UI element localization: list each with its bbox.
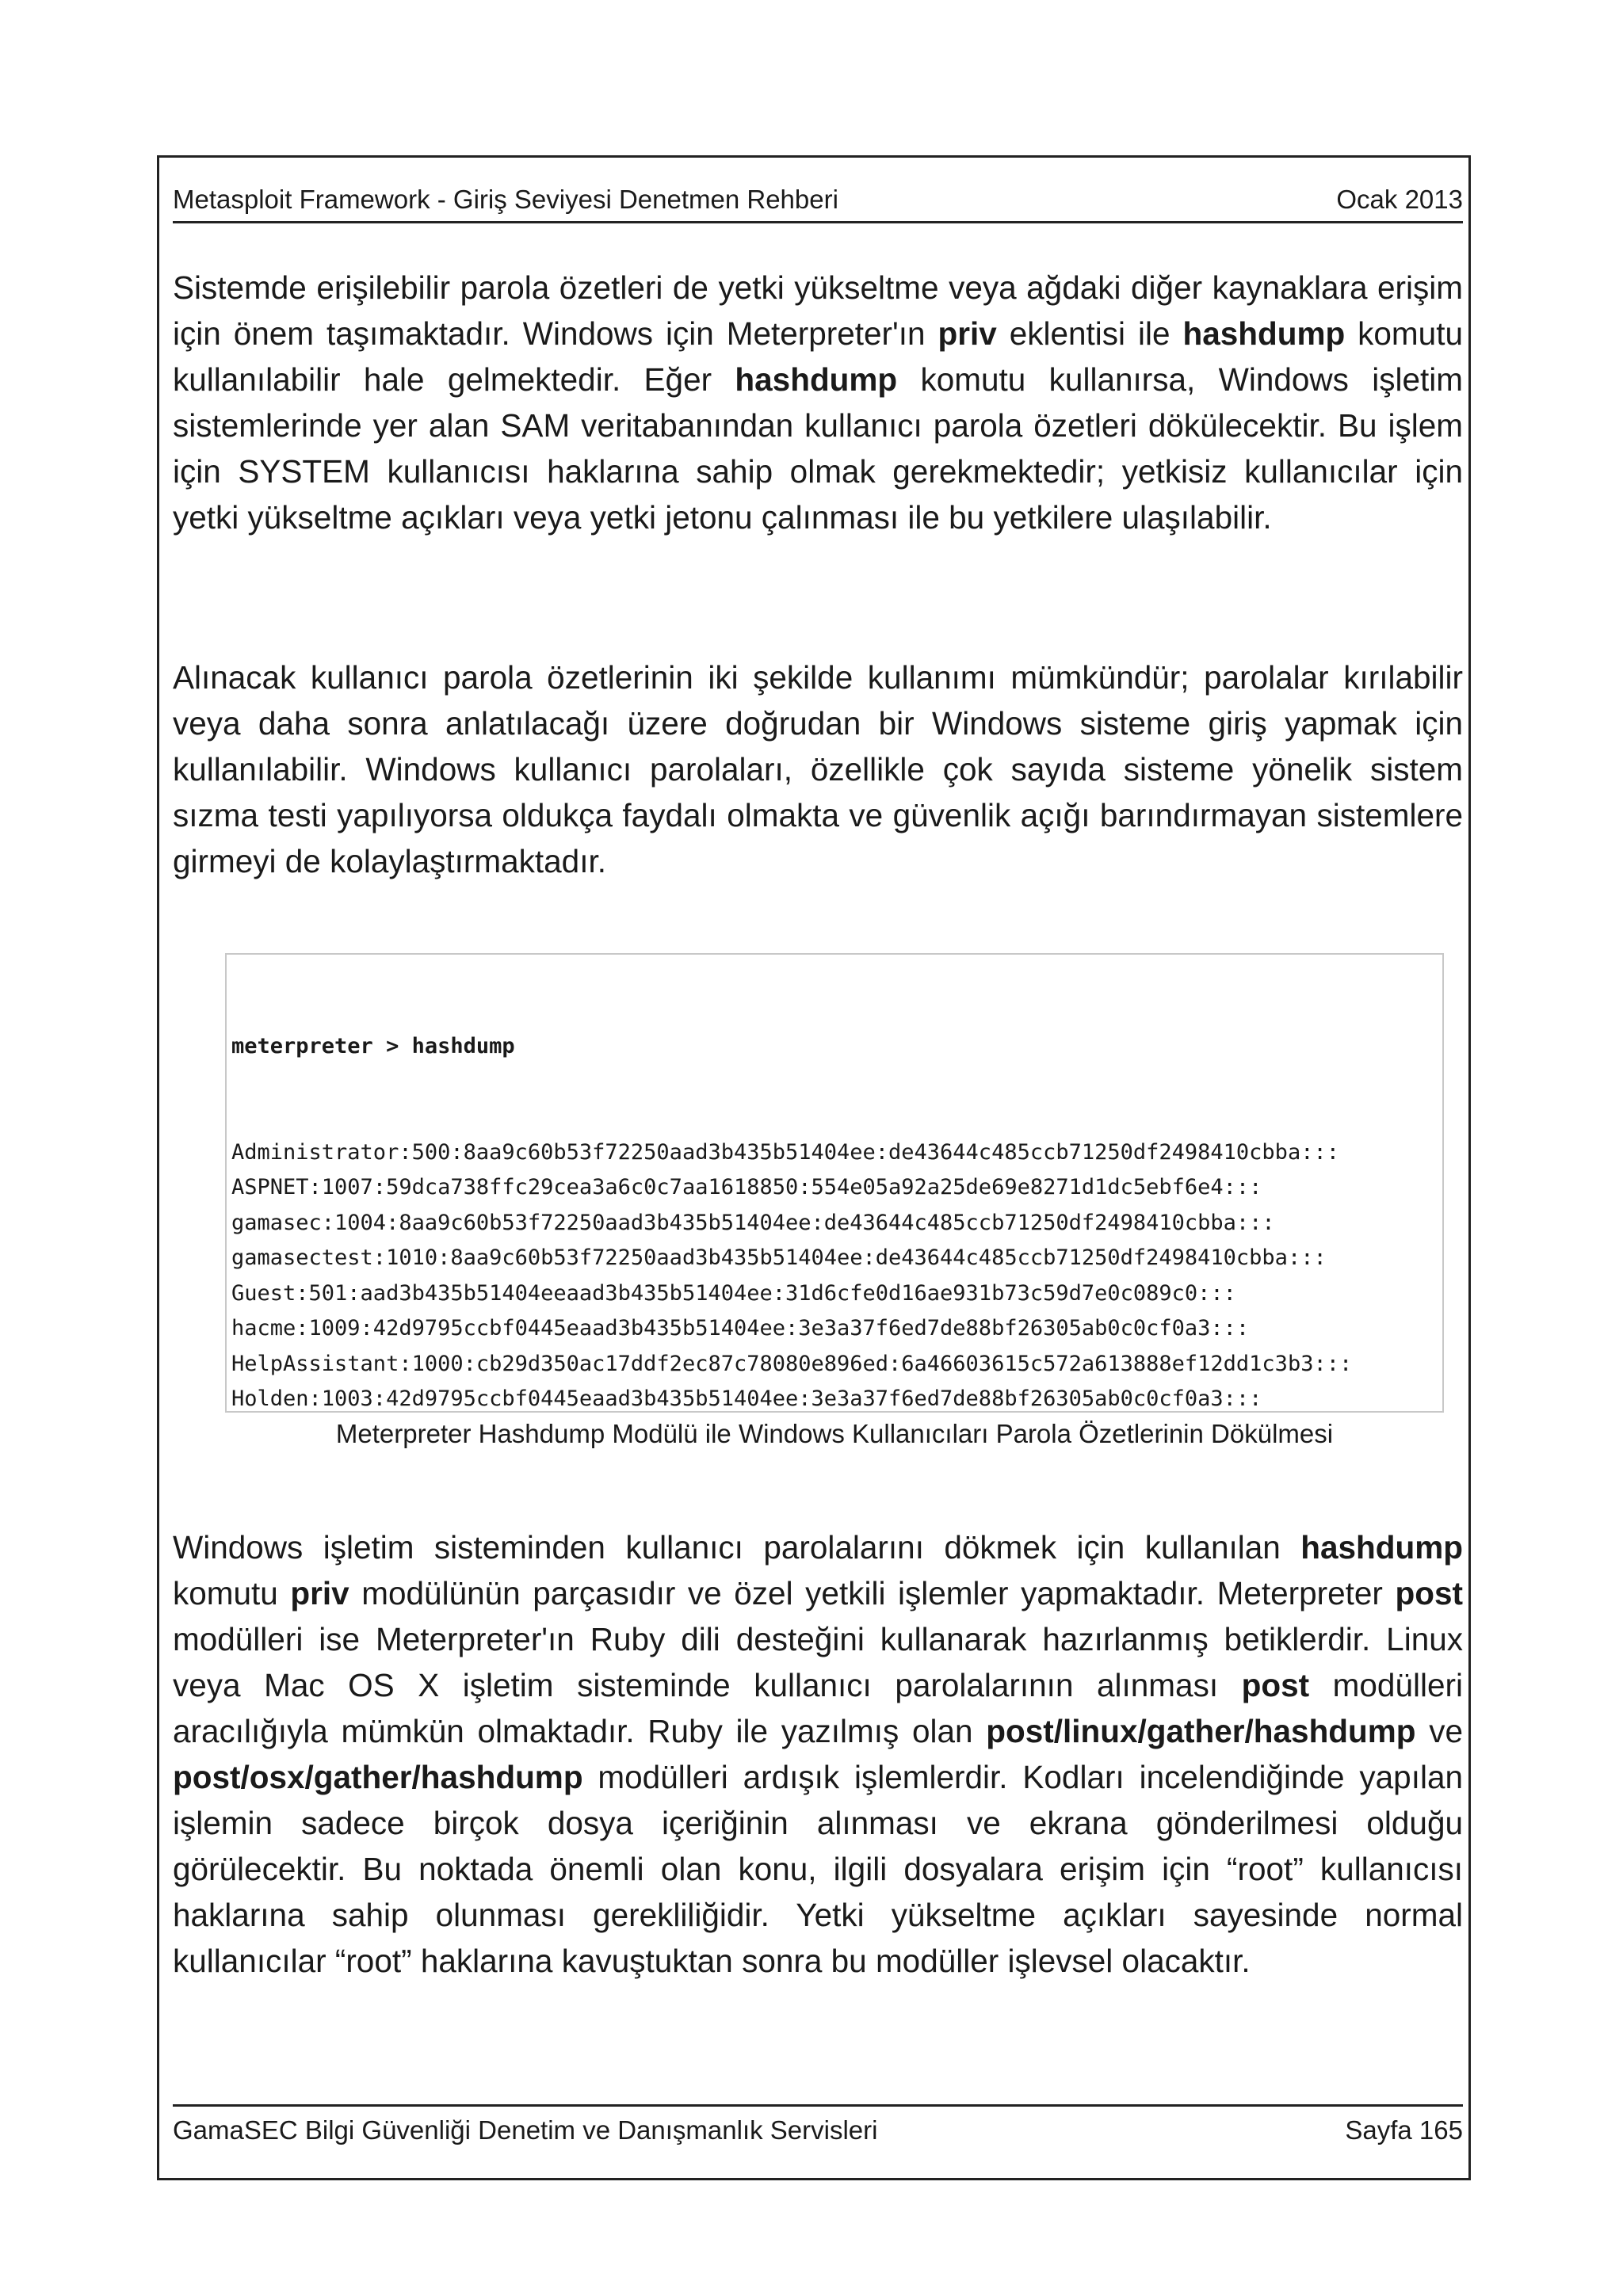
- bold-term: hashdump: [1300, 1529, 1463, 1566]
- text-run: modülleri aracılığıyla mümkün olmaktadır. Ruby ile yazılmış olan: [173, 1667, 1463, 1749]
- bold-term: priv: [938, 315, 997, 352]
- code-line: ASPNET:1007:59dca738ffc29cea3a6c0c7aa1618850:554e05a92a25de69e8271d1dc5ebf6e4:::: [231, 1175, 1262, 1199]
- code-line: Administrator:500:8aa9c60b53f72250aad3b435b51404ee:de43644c485ccb71250df2498410cbba:::: [231, 1139, 1339, 1165]
- text-run: komutu: [173, 1575, 291, 1611]
- text-run: Windows işletim sisteminden kullanıcı parolalarını dökmek için kullanılan: [173, 1529, 1301, 1566]
- text-run: komutu kullanırsa, Windows işletim sistemlerinde yer alan SAM veritabanından kullanıcı parola özetleri dökülecektir. Bu işlem için SYSTEM kullanıcısı haklarına sahip olmak gerekmektedir; yetkisiz kullanıcılar için yetki yükseltme açıkları veya yetki jetonu çalınması ile bu yetkilere ulaşılabilir.: [173, 361, 1463, 536]
- code-line: hacme:1009:42d9795ccbf0445eaad3b435b51404ee:3e3a37f6ed7de88bf26305ab0c0cf0a3:::: [231, 1316, 1250, 1341]
- bold-term: priv: [290, 1575, 349, 1611]
- code-line: gamasec:1004:8aa9c60b53f72250aad3b435b51404ee:de43644c485ccb71250df2498410cbba:::: [231, 1210, 1275, 1235]
- code-command: meterpreter > hashdump: [231, 1034, 515, 1058]
- paragraph-2: [173, 654, 1463, 884]
- text-run: modülünün parçasıdır ve özel yetkili işlemler yapmaktadır. Meterpreter: [349, 1575, 1396, 1611]
- code-line: gamasectest:1010:8aa9c60b53f72250aad3b435b51404ee:de43644c485ccb71250df2498410cbba:::: [231, 1245, 1327, 1270]
- document-date: Ocak 2013: [1336, 185, 1463, 214]
- text-run: modülleri ise Meterpreter'ın Ruby dili desteğini kullanarak hazırlanmış betiklerdir. Linux veya Mac OS X işletim sisteminde kullanıcı parolalarının alınması: [173, 1621, 1463, 1703]
- page-number: Sayfa 165: [1345, 2115, 1463, 2145]
- text-run: eklentisi ile: [996, 315, 1183, 352]
- bold-term: post/osx/gather/hashdump: [173, 1759, 583, 1795]
- code-line: HelpAssistant:1000:cb29d350ac17ddf2ec87c78080e896ed:6a46603615c572a613888ef12dd1c3b3:::: [231, 1351, 1353, 1376]
- code-line: Guest:501:aad3b435b51404eeaad3b435b51404ee:31d6cfe0d16ae931b73c59d7e0c089c0:::: [231, 1280, 1236, 1306]
- bold-term: hashdump: [1182, 315, 1346, 352]
- bold-term: post/linux/gather/hashdump: [986, 1713, 1416, 1749]
- paragraph-1: [173, 265, 1463, 540]
- paragraph-3: [173, 1524, 1463, 1984]
- code-block: [225, 953, 1444, 1413]
- bold-term: post: [1241, 1667, 1310, 1703]
- text-run: modülleri ardışık işlemlerdir. Kodları incelendiğinde yapılan işlemin sadece birçok dosya içeriğinin alınması ve ekrana gönderilmesi olduğu görülecektir. Bu noktada önemli olan konu, ilgili dosyalara erişim için “root” kullanıcısı haklarına sahip olunması gerekliliğidir. Yetki yükseltme açıkları sayesinde normal kullanıcılar “root” haklarına kavuştuktan sonra bu modüller işlevsel olacaktır.: [173, 1759, 1463, 1979]
- text-run: komutu kullanılabilir hale gelmektedir. Eğer: [173, 315, 1463, 398]
- footer-company: GamaSEC Bilgi Güvenliği Denetim ve Danışmanlık Servisleri: [173, 2115, 878, 2145]
- running-header: [173, 179, 1463, 223]
- document-title: Metasploit Framework - Giriş Seviyesi Denetmen Rehberi: [173, 185, 838, 214]
- bold-term: post: [1395, 1575, 1463, 1611]
- figure-caption: Meterpreter Hashdump Modülü ile Windows Kullanıcıları Parola Özetlerinin Dökülmesi: [335, 1419, 1334, 1448]
- text-run: ve: [1415, 1713, 1464, 1749]
- text-run: Alınacak kullanıcı parola özetlerinin iki şekilde kullanımı mümkündür; parolalar kırılabilir veya daha sonra anlatılacağı üzere doğrudan bir Windows sisteme giriş yapmak için kullanılabilir. Windows kullanıcı parolaları, özellikle çok sayıda sisteme yönelik sistem sızma testi yapılıyorsa oldukça faydalı olmakta ve güvenlik açığı barındırmayan sistemlere girmeyi de kolaylaştırmaktadır.: [173, 659, 1463, 879]
- code-output: [231, 1135, 1442, 1413]
- text-run: Sistemde erişilebilir parola özetleri de yetki yükseltme veya ağdaki diğer kaynaklara erişim için önem taşımaktadır. Windows için Meterpreter'ın: [173, 269, 1463, 352]
- running-footer: [173, 2104, 1463, 2152]
- bold-term: hashdump: [735, 361, 898, 398]
- code-line: Holden:1003:42d9795ccbf0445eaad3b435b51404ee:3e3a37f6ed7de88bf26305ab0c0cf0a3:::: [231, 1386, 1262, 1411]
